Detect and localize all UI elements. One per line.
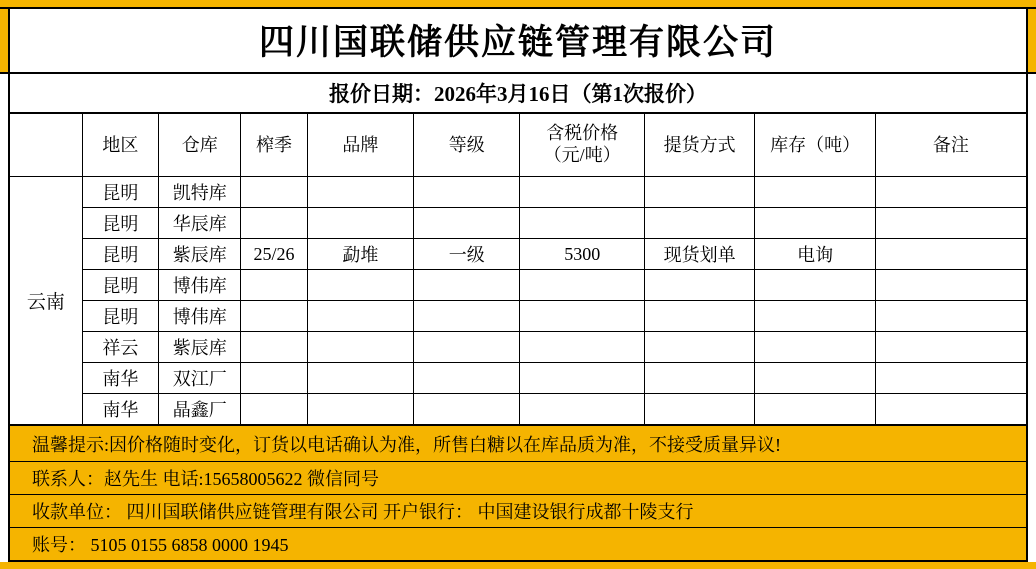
cell-season	[241, 301, 307, 332]
cell-area: 南华	[82, 394, 158, 425]
cell-grade	[414, 301, 520, 332]
cell-price	[520, 363, 644, 394]
cell-stock	[755, 332, 875, 363]
cell-brand	[307, 208, 413, 239]
table-header-row	[10, 114, 1026, 177]
column-header-price	[520, 114, 644, 177]
cell-warehouse: 华辰库	[159, 208, 241, 239]
table-row	[10, 332, 1026, 363]
quote-date-row	[8, 74, 1028, 114]
cell-brand	[307, 177, 413, 208]
cell-stock	[755, 394, 875, 425]
title-inner	[8, 9, 1028, 72]
cell-delivery: 现货划单	[644, 239, 754, 270]
cell-season	[241, 332, 307, 363]
cell-warehouse: 晶鑫厂	[159, 394, 241, 425]
cell-brand	[307, 301, 413, 332]
column-header-warehouse: 仓库	[159, 114, 241, 177]
table-row	[10, 239, 1026, 270]
cell-area: 昆明	[82, 301, 158, 332]
cell-brand	[307, 270, 413, 301]
note-warning: 温馨提示:因价格随时变化，订货以电话确认为准，所售白糖以在库品质为准，不接受质量异议!	[10, 425, 1026, 461]
cell-delivery	[644, 332, 754, 363]
region-cell: 云南	[10, 177, 82, 425]
cell-area: 祥云	[82, 332, 158, 363]
cell-remark	[875, 394, 1026, 425]
cell-price	[520, 301, 644, 332]
cell-season	[241, 394, 307, 425]
cell-stock	[755, 177, 875, 208]
cell-season: 25/26	[241, 239, 307, 270]
note-account: 账号： 5105 0155 6858 0000 1945	[10, 527, 1026, 560]
column-header-grade: 等级	[414, 114, 520, 177]
cell-grade	[414, 363, 520, 394]
cell-delivery	[644, 394, 754, 425]
notes-section	[8, 425, 1028, 562]
cell-grade	[414, 394, 520, 425]
cell-brand: 勐堆	[307, 239, 413, 270]
cell-delivery	[644, 270, 754, 301]
title-band-left-edge	[0, 9, 8, 72]
cell-warehouse: 双江厂	[159, 363, 241, 394]
title-band	[0, 7, 1036, 74]
table-row	[10, 270, 1026, 301]
cell-stock: 电询	[755, 239, 875, 270]
cell-grade: 一级	[414, 239, 520, 270]
top-accent-band	[0, 0, 1036, 7]
cell-area: 昆明	[82, 208, 158, 239]
cell-brand	[307, 332, 413, 363]
cell-remark	[875, 239, 1026, 270]
cell-area: 昆明	[82, 239, 158, 270]
cell-stock	[755, 301, 875, 332]
table-row	[10, 301, 1026, 332]
quote-table	[10, 114, 1026, 425]
note-contact: 联系人：赵先生 电话:15658005622 微信同号	[10, 461, 1026, 494]
column-header-brand: 品牌	[307, 114, 413, 177]
cell-delivery	[644, 177, 754, 208]
cell-delivery	[644, 301, 754, 332]
table-row	[10, 208, 1026, 239]
cell-warehouse: 紫辰库	[159, 332, 241, 363]
cell-price: 5300	[520, 239, 644, 270]
cell-remark	[875, 177, 1026, 208]
column-header-season: 榨季	[241, 114, 307, 177]
cell-remark	[875, 301, 1026, 332]
cell-remark	[875, 332, 1026, 363]
cell-delivery	[644, 363, 754, 394]
cell-area: 南华	[82, 363, 158, 394]
cell-price	[520, 270, 644, 301]
cell-warehouse: 博伟库	[159, 270, 241, 301]
cell-grade	[414, 270, 520, 301]
quote-table-wrapper	[8, 114, 1028, 425]
cell-price	[520, 177, 644, 208]
column-header-stock: 库存（吨）	[755, 114, 875, 177]
cell-stock	[755, 363, 875, 394]
cell-area: 昆明	[82, 177, 158, 208]
title-band-right-edge	[1028, 9, 1036, 72]
cell-remark	[875, 270, 1026, 301]
cell-remark	[875, 363, 1026, 394]
cell-price	[520, 394, 644, 425]
note-payee: 收款单位： 四川国联储供应链管理有限公司 开户银行： 中国建设银行成都十陵支行	[10, 494, 1026, 527]
cell-season	[241, 270, 307, 301]
cell-season	[241, 363, 307, 394]
cell-brand	[307, 363, 413, 394]
cell-remark	[875, 208, 1026, 239]
table-row	[10, 177, 1026, 208]
table-row	[10, 363, 1026, 394]
column-header-area: 地区	[82, 114, 158, 177]
cell-warehouse: 紫辰库	[159, 239, 241, 270]
cell-season	[241, 177, 307, 208]
cell-grade	[414, 208, 520, 239]
column-header-blank	[10, 114, 82, 177]
quote-date-text: 报价日期：2026年3月16日（第1次报价）	[329, 81, 707, 106]
column-header-delivery: 提货方式	[644, 114, 754, 177]
cell-stock	[755, 208, 875, 239]
cell-area: 昆明	[82, 270, 158, 301]
table-row	[10, 394, 1026, 425]
cell-price	[520, 332, 644, 363]
cell-grade	[414, 177, 520, 208]
cell-warehouse: 凯特库	[159, 177, 241, 208]
cell-brand	[307, 394, 413, 425]
cell-stock	[755, 270, 875, 301]
cell-grade	[414, 332, 520, 363]
company-title: 四川国联储供应链管理有限公司	[258, 23, 777, 63]
cell-warehouse: 博伟库	[159, 301, 241, 332]
column-header-remark: 备注	[875, 114, 1026, 177]
column-header-price-line2: （元/吨）	[543, 145, 621, 166]
column-header-price-line1: 含税价格	[546, 123, 619, 144]
cell-price	[520, 208, 644, 239]
cell-delivery	[644, 208, 754, 239]
bottom-accent-band	[0, 562, 1036, 569]
cell-season	[241, 208, 307, 239]
